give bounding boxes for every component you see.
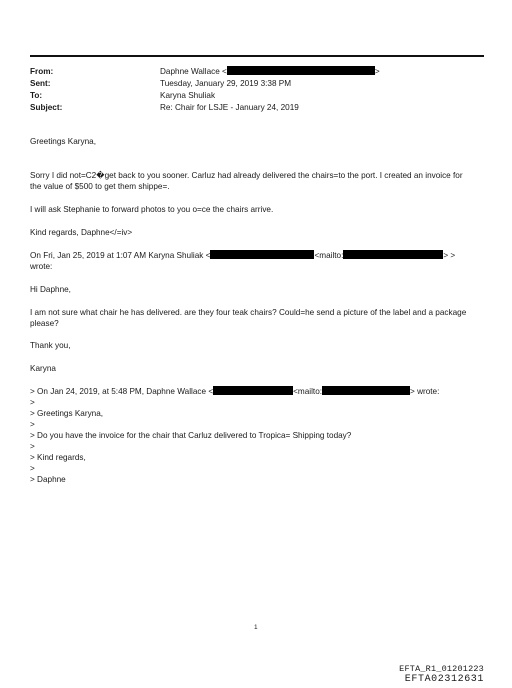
document-id-primary: EFTA_R1_01201223 [399, 664, 484, 674]
quote-intro [30, 250, 490, 261]
redaction-bar [213, 386, 293, 395]
page-number: 1 [254, 624, 258, 631]
question-line1: I am not sure what chair he has delivered. are they four teak chairs? Could=he send a picture of the label and a package [30, 308, 467, 317]
question-line2: please? [30, 319, 59, 328]
redaction-bar [227, 66, 375, 75]
quote-marker: > [30, 464, 35, 473]
from-value [160, 66, 380, 77]
para1-line1: Sorry I did not=C2�get back to you sooner. Carluz had already delivered the chairs=to the port. I created an invoice for [30, 171, 463, 180]
nested-greeting: > Greetings Karyna, [30, 409, 104, 418]
hi-line: Hi Daphne, [30, 285, 71, 294]
signature-karyna: Karyna [30, 364, 56, 373]
to-label: To: [30, 91, 43, 100]
subject-value: Re: Chair for LSJE - January 24, 2019 [160, 103, 299, 112]
from-close: > [374, 67, 380, 76]
nested-end: > wrote: [410, 387, 440, 396]
thanks-line: Thank you, [30, 341, 71, 350]
redaction-bar [343, 250, 443, 259]
closing: Kind regards, Daphne</=iv> [30, 228, 133, 237]
quote-intro-end: > > [443, 251, 456, 260]
quote-intro-text: On Fri, Jan 25, 2019 at 1:07 AM Karyna Shuliak < [30, 251, 211, 260]
quote-marker: > [30, 442, 35, 451]
nested-intro-text: > On Jan 24, 2019, at 5:48 PM, Daphne Wallace < [30, 387, 214, 396]
greeting: Greetings Karyna, [30, 137, 96, 146]
quote-intro-mailto: <mailto: [314, 251, 344, 260]
nested-intro [30, 386, 490, 397]
from-name: Daphne Wallace < [160, 67, 227, 76]
sent-label: Sent: [30, 79, 51, 88]
header-rule [30, 55, 484, 57]
para2: I will ask Stephanie to forward photos to you o=ce the chairs arrive. [30, 205, 274, 214]
from-label: From: [30, 67, 54, 76]
document-id-secondary: EFTA02312631 [404, 674, 484, 685]
nested-signature: > Daphne [30, 475, 66, 484]
nested-regards: > Kind regards, [30, 453, 86, 462]
nested-mailto: <mailto: [293, 387, 323, 396]
quote-marker: > [30, 398, 35, 407]
redaction-bar [322, 386, 410, 395]
redaction-bar [210, 250, 314, 259]
quote-marker: > [30, 420, 35, 429]
sent-value: Tuesday, January 29, 2019 3:38 PM [160, 79, 292, 88]
nested-question: > Do you have the invoice for the chair that Carluz delivered to Tropica= Shipping today? [30, 431, 352, 440]
subject-label: Subject: [30, 103, 63, 112]
para1-line2: the value of $500 to get them shippe=. [30, 182, 170, 191]
quote-intro-wrote: wrote: [30, 262, 53, 271]
to-value: Karyna Shuliak [160, 91, 216, 100]
